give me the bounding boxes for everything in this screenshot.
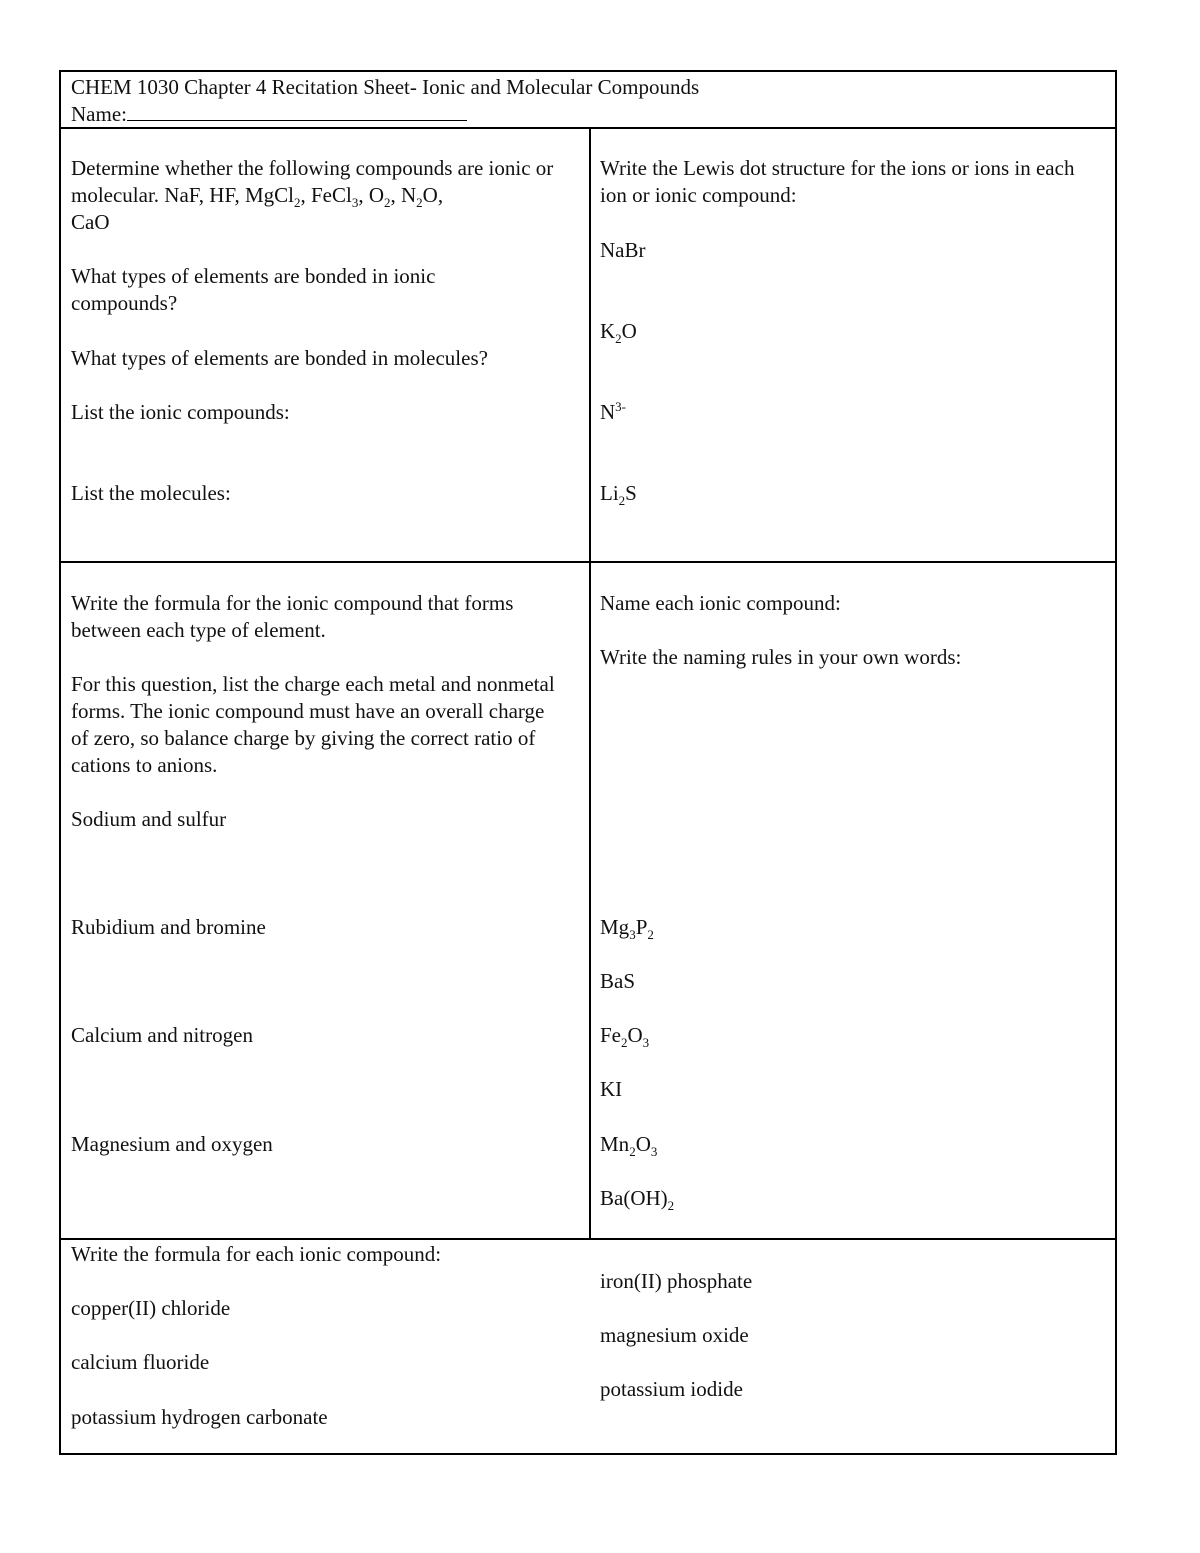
item-iron-ii-phosphate: iron(II) phosphate (600, 1269, 753, 1293)
formula-prompt: Write the formula for the ionic compound that forms between each type of element. (71, 591, 514, 642)
column-divider (589, 127, 591, 1238)
compound-bas: BaS (600, 969, 636, 993)
item-potassium-iodide: potassium iodide (600, 1377, 743, 1401)
lewis-item-nabr: NaBr (600, 238, 646, 262)
item-potassium-hydrogen-carbonate: potassium hydrogen carbonate (71, 1405, 328, 1429)
item-calcium-fluoride: calcium fluoride (71, 1350, 210, 1374)
worksheet-table (59, 70, 1117, 1455)
compound-ki: KI (600, 1077, 623, 1101)
q2-ionic-elements: What types of elements are bonded in ionic compounds? (71, 264, 436, 315)
name-blank[interactable] (127, 102, 467, 121)
pair-sodium-sulfur: Sodium and sulfur (71, 807, 227, 831)
item-magnesium-oxide: magnesium oxide (600, 1323, 749, 1347)
compound-mg3p2: $Mg_3P_2$ (600, 915, 654, 943)
q4-list-ionic: List the ionic compounds: (71, 400, 290, 424)
formula-instructions: For this question, list the charge each metal and nonmetal forms. The ionic compound must have an overall charge of zero, so balance charge by giving the correct ratio of cations to anions. (71, 672, 555, 777)
item-copper-ii-chloride: copper(II) chloride (71, 1296, 231, 1320)
lewis-item-li2s: $Li_2S$ (600, 481, 637, 509)
q3-molecule-elements: What types of elements are bonded in molecules? (71, 346, 488, 370)
naming-rules-prompt: Write the naming rules in your own words: (600, 645, 962, 669)
section1-divider (61, 561, 1115, 563)
name-compound-prompt: Name each ionic compound: (600, 591, 841, 615)
pair-rubidium-bromine: Rubidium and bromine (71, 915, 266, 939)
section2-divider (61, 1238, 1115, 1240)
pair-calcium-nitrogen: Calcium and nitrogen (71, 1023, 253, 1047)
name-field[interactable] (71, 101, 467, 128)
worksheet-title: CHEM 1030 Chapter 4 Recitation Sheet- Ionic and Molecular Compounds (71, 75, 700, 99)
q5-list-molecules: List the molecules: (71, 481, 231, 505)
compound-fe2o3: $Fe_2O_3$ (600, 1023, 650, 1051)
lewis-prompt: Write the Lewis dot structure for the ions or ions in each ion or ionic compound: (600, 156, 1075, 207)
lewis-item-k2o: $K_2O$ (600, 319, 637, 347)
formula-each-prompt: Write the formula for each ionic compound: (71, 1242, 442, 1266)
lewis-item-n3: $N^{3-}$ (600, 399, 627, 424)
compound-baoh2: $Ba(OH)_2$ (600, 1186, 675, 1214)
name-label: Name: (71, 102, 127, 126)
pair-magnesium-oxygen: Magnesium and oxygen (71, 1132, 273, 1156)
compound-mn2o3: $Mn_2O_3$ (600, 1132, 658, 1160)
q1-classify-compounds: Determine whether the following compounds are ionic or molecular. NaF, HF, MgCl$_2$, FeCl$_3$, $O_2$, $N_2O$, CaO (71, 156, 554, 234)
